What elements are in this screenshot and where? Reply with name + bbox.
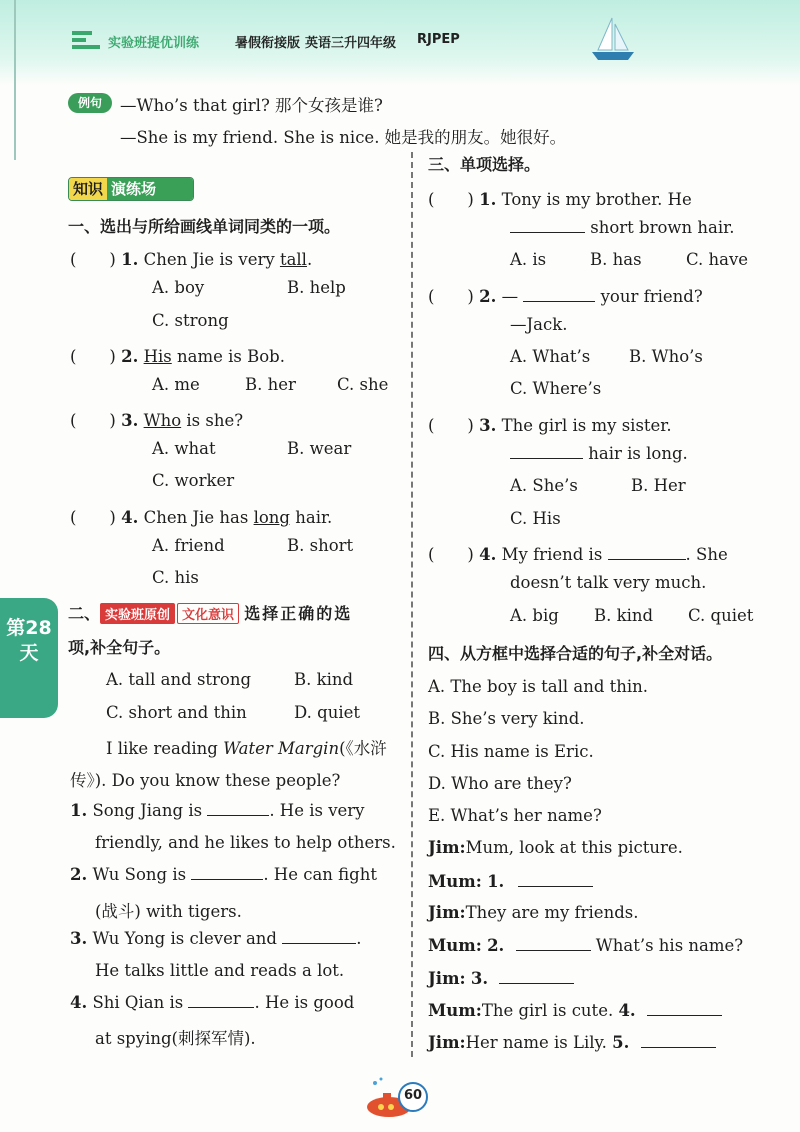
s1-q1: [70, 246, 312, 270]
question-number: 2.: [479, 287, 497, 306]
sailboat-icon: [588, 14, 638, 66]
blank-number: 1.: [487, 872, 505, 891]
question-number: 4.: [121, 508, 139, 527]
option: A. what: [152, 439, 216, 458]
speaker: Jim:: [428, 903, 466, 922]
answer-blank[interactable]: [207, 815, 269, 816]
day-tab: 第28天: [0, 598, 58, 718]
dialogue-line: [428, 1033, 716, 1052]
section2-number: 二、: [68, 604, 101, 623]
item-text: . He is very: [269, 801, 365, 820]
option: B. her: [245, 375, 296, 394]
option: A. tall and strong: [106, 670, 252, 689]
intro-text-cn: (《水浒: [339, 739, 387, 758]
grade-label: 英语三升四年级: [305, 36, 397, 51]
option: C. his: [152, 568, 199, 587]
intro-line-2: 传》). Do you know these people?: [70, 771, 341, 790]
option: B. kind: [294, 670, 354, 689]
question-number: 3.: [479, 416, 497, 435]
item-text: . He is good: [254, 993, 355, 1012]
answer-blank[interactable]: [510, 458, 583, 459]
page-number: 60: [403, 1088, 423, 1103]
dialogue-text: Her name is Lily.: [465, 1033, 613, 1052]
option: C. have: [686, 250, 749, 269]
practice-badge-part1: 知识: [69, 178, 107, 200]
s2-item-4: [70, 993, 354, 1012]
section1-title: 一、选出与所给画线单词同类的一项。: [68, 217, 341, 236]
speaker: Jim:: [428, 969, 466, 988]
sentence-option: C. His name is Eric.: [428, 742, 594, 761]
option: A. friend: [152, 536, 225, 555]
question-text-post: .: [306, 250, 313, 269]
question-number: 1.: [121, 250, 139, 269]
underlined-word: tall: [279, 250, 307, 269]
question-text: your friend?: [595, 287, 703, 306]
dialogue-text: What’s his name?: [590, 936, 744, 955]
blank-number: 2.: [487, 936, 505, 955]
sentence-option: D. Who are they?: [428, 774, 572, 793]
answer-paren[interactable]: ( ): [70, 411, 116, 430]
sentence-option: B. She’s very kind.: [428, 709, 585, 728]
s3-q1-line2: [510, 218, 734, 237]
question-text-pre: Chen Jie is very: [143, 250, 280, 269]
question-text: My friend is: [501, 545, 608, 564]
answer-blank[interactable]: [518, 886, 593, 887]
dialogue-text: They are my friends.: [465, 903, 639, 922]
option: B. Who’s: [629, 347, 703, 366]
item-number: 1.: [70, 801, 88, 820]
answer-blank[interactable]: [499, 983, 574, 984]
speaker: Mum:: [428, 872, 482, 891]
option: A. She’s: [510, 476, 578, 495]
option: C. quiet: [688, 606, 754, 625]
sentence-option: A. The boy is tall and thin.: [428, 677, 649, 696]
question-text: hair is long.: [583, 444, 688, 463]
example-line-2: —She is my friend. She is nice. 她是我的朋友。她很好。: [120, 128, 567, 147]
option: C. short and thin: [106, 703, 247, 722]
blank-number: 5.: [612, 1033, 630, 1052]
s3-q1: [428, 186, 692, 210]
question-text: The girl is my sister.: [501, 416, 672, 435]
question-number: 2.: [121, 347, 139, 366]
item-text: . He can fight: [263, 865, 377, 884]
answer-line: —Jack.: [510, 315, 568, 334]
option: C. Where’s: [510, 379, 602, 398]
item-text: Shi Qian is: [92, 993, 189, 1012]
s1-q2: [70, 343, 285, 367]
item-text: Song Jiang is: [92, 801, 208, 820]
option: A. is: [510, 250, 547, 269]
example-line-1: —Who’s that girl? 那个女孩是谁?: [120, 96, 383, 115]
example-badge: 例句: [68, 93, 112, 113]
question-number: 3.: [121, 411, 139, 430]
edition-code: RJPEP: [417, 32, 460, 47]
option: A. me: [152, 375, 200, 394]
blank-number: 4.: [618, 1001, 636, 1020]
s2-item-3: [70, 929, 361, 948]
section2-title-line: [68, 601, 352, 624]
item-number: 2.: [70, 865, 88, 884]
option: D. quiet: [294, 703, 360, 722]
answer-paren[interactable]: ( ): [70, 508, 116, 527]
s3-q4: [428, 541, 728, 565]
speaker: Mum:: [428, 936, 482, 955]
answer-blank[interactable]: [647, 1015, 722, 1016]
item-cont: friendly, and he likes to help others.: [95, 833, 396, 852]
question-text-cont: doesn’t talk very much.: [510, 573, 707, 592]
option: B. has: [590, 250, 642, 269]
dialogue-line: [428, 1001, 722, 1020]
margin-line: [14, 0, 16, 160]
intro-line: [106, 735, 387, 759]
answer-paren[interactable]: ( ): [70, 347, 116, 366]
option: C. worker: [152, 471, 235, 490]
original-tag: 实验班原创: [100, 603, 175, 624]
dialogue-line: [428, 903, 638, 922]
answer-paren[interactable]: ( ): [428, 190, 474, 209]
section2-title: 选择正确的选: [244, 604, 353, 623]
s1-q3: [70, 407, 243, 431]
option: B. Her: [631, 476, 686, 495]
item-cont: at spying(刺探军情).: [95, 1029, 256, 1048]
section3-title: 三、单项选择。: [428, 155, 541, 174]
speaker: Jim:: [428, 838, 466, 857]
dialogue-text: The girl is cute.: [481, 1001, 619, 1020]
practice-badge: [68, 177, 194, 201]
item-text: Wu Yong is clever and: [92, 929, 283, 948]
question-text: Tony is my brother. He: [501, 190, 692, 209]
culture-tag: 文化意识: [177, 603, 239, 624]
option: C. strong: [152, 311, 229, 330]
question-number: 4.: [479, 545, 497, 564]
question-text-post: name is Bob.: [171, 347, 285, 366]
option: B. short: [287, 536, 354, 555]
option: C. she: [337, 375, 389, 394]
question-text: . She: [685, 545, 728, 564]
speaker: Jim:: [428, 1033, 466, 1052]
s3-q3: [428, 412, 672, 436]
item-number: 3.: [70, 929, 88, 948]
answer-blank[interactable]: [516, 950, 591, 951]
answer-blank[interactable]: [523, 301, 595, 302]
sentence-option: E. What’s her name?: [428, 806, 602, 825]
option: C. His: [510, 509, 561, 528]
item-text: Wu Song is: [92, 865, 192, 884]
dialogue-text: Mum, look at this picture.: [465, 838, 683, 857]
answer-blank[interactable]: [641, 1047, 716, 1048]
question-text: short brown hair.: [585, 218, 735, 237]
item-number: 4.: [70, 993, 88, 1012]
answer-paren[interactable]: ( ): [428, 545, 474, 564]
blank-number: 3.: [470, 969, 489, 988]
answer-paren[interactable]: ( ): [70, 250, 116, 269]
option: A. boy: [152, 278, 205, 297]
answer-blank[interactable]: [188, 1007, 254, 1008]
option: A. What’s: [510, 347, 591, 366]
option: B. help: [287, 278, 346, 297]
intro-text: I like reading: [106, 739, 224, 758]
section2-title-cont: 项,补全句子。: [68, 638, 171, 657]
answer-blank[interactable]: [282, 943, 356, 944]
edition-label: 暑假衔接版: [235, 36, 301, 51]
item-cont: (战斗) with tigers.: [95, 902, 242, 921]
answer-blank[interactable]: [191, 879, 263, 880]
column-divider: [411, 152, 413, 1057]
question-number: 1.: [479, 190, 497, 209]
s2-item-2: [70, 865, 377, 884]
underlined-word: long: [253, 508, 290, 527]
dialogue-line: [428, 838, 683, 857]
question-text-post: is she?: [181, 411, 244, 430]
question-text-post: hair.: [289, 508, 333, 527]
dialogue-line: [428, 872, 593, 891]
book-logo-icon: [70, 28, 104, 50]
question-text-pre: Chen Jie has: [143, 508, 254, 527]
option: B. kind: [594, 606, 654, 625]
practice-badge-part2: 演练场: [107, 178, 193, 200]
dialogue-line: [428, 936, 743, 955]
option: B. wear: [287, 439, 352, 458]
question-text: —: [501, 287, 524, 306]
option: A. big: [510, 606, 559, 625]
underlined-word: His: [143, 347, 172, 366]
item-cont: He talks little and reads a lot.: [95, 961, 345, 980]
s1-q4: [70, 504, 332, 528]
s3-q2: [428, 283, 703, 307]
dialogue-line: [428, 969, 574, 988]
underlined-word: Who: [143, 411, 182, 430]
answer-paren[interactable]: ( ): [428, 287, 474, 306]
speaker: Mum:: [428, 1001, 482, 1020]
item-text: .: [356, 929, 362, 948]
s2-item-1: [70, 801, 365, 820]
answer-blank[interactable]: [510, 232, 585, 233]
answer-blank[interactable]: [608, 559, 686, 560]
answer-paren[interactable]: ( ): [428, 416, 474, 435]
series-title: 实验班提优训练: [108, 36, 200, 51]
section4-title: 四、从方框中选择合适的句子,补全对话。: [428, 644, 723, 663]
s3-q3-line2: [510, 444, 688, 463]
book-title: Water Margin: [223, 739, 340, 758]
